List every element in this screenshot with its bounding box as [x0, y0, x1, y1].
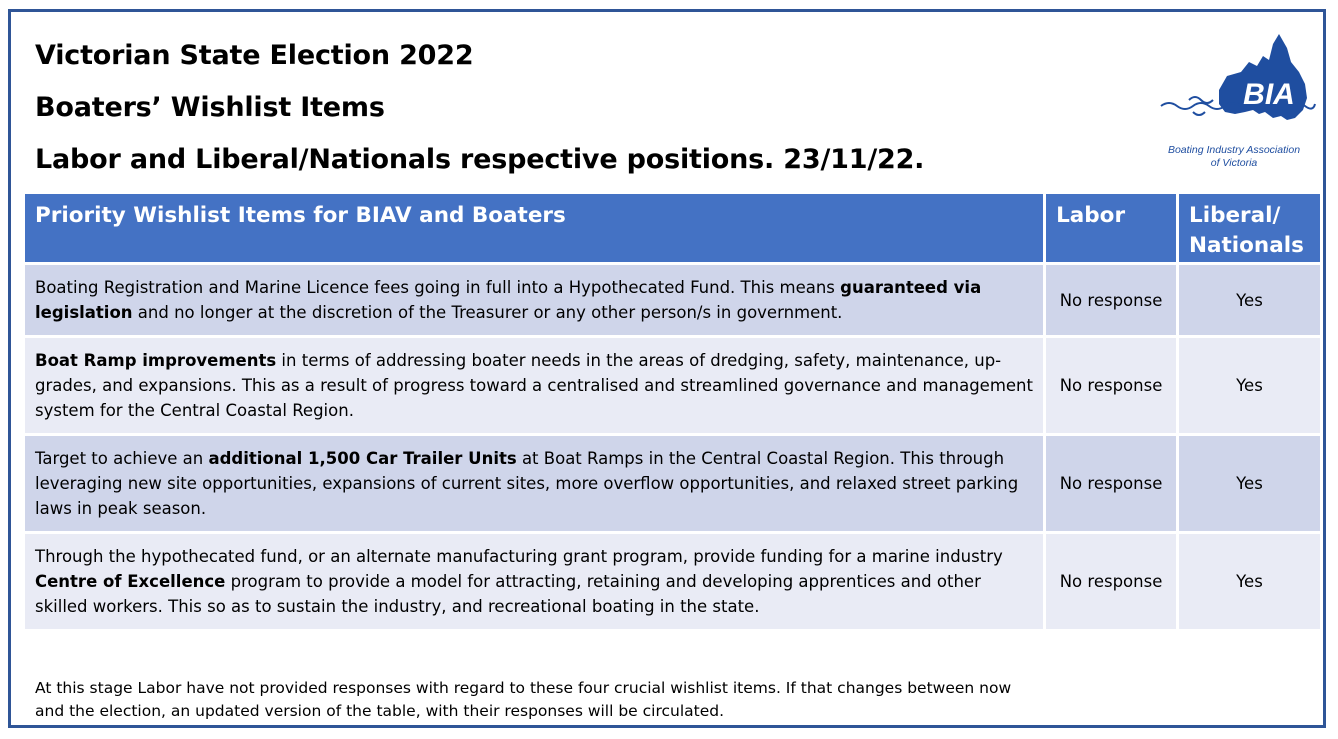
table-row	[25, 265, 1320, 335]
item-text: Boating Registration and Marine Licence fees going in full into a Hypothecated Fund. This means	[35, 278, 841, 297]
labor-response-cell: No response	[1046, 338, 1176, 433]
title-line-3: Labor and Liberal/Nationals respective positions. 23/11/22.	[35, 144, 925, 175]
liberal-response-cell: Yes	[1179, 338, 1320, 433]
item-text: program to provide a model for attracting, retaining and developing apprentices and other skilled workers. This so as to sustain the industry, and recreational boating in the state.	[35, 572, 981, 616]
wishlist-item-cell	[25, 338, 1043, 433]
table-row	[25, 338, 1320, 433]
column-header-liberal-line-2: Nationals	[1189, 233, 1304, 258]
wishlist-table	[22, 191, 1323, 632]
item-text: Through the hypothecated fund, or an alternate manufacturing grant program, provide funding for a marine industry	[35, 547, 1003, 566]
item-text: at Boat Ramps in the Central Coastal Region. This through leveraging new site opportunities, expansions of current sites, more overflow opportunities, and relaxed street parking laws in peak season.	[35, 449, 1019, 518]
wishlist-item-cell	[25, 534, 1043, 629]
table-body	[25, 265, 1320, 629]
title-line-1: Victorian State Election 2022	[35, 40, 474, 71]
item-text-emphasis: guaranteed via legislation	[35, 278, 982, 322]
labor-response-cell: No response	[1046, 534, 1176, 629]
item-text: and no longer at the discretion of the Treasurer or any other person/s in government.	[132, 303, 843, 322]
table-header-row	[25, 194, 1320, 262]
logo-caption	[1149, 144, 1319, 170]
column-header-labor: Labor	[1046, 194, 1176, 262]
item-text-emphasis: additional 1,500 Car Trailer Units	[208, 449, 517, 468]
liberal-response-cell: Yes	[1179, 534, 1320, 629]
logo-mark-text: BIA	[1243, 78, 1295, 111]
logo-caption-line-2: of Victoria	[1210, 157, 1258, 169]
labor-response-cell: No response	[1046, 265, 1176, 335]
table-row	[25, 534, 1320, 629]
labor-response-cell: No response	[1046, 436, 1176, 531]
australia-map-icon	[1149, 32, 1319, 142]
footnote: At this stage Labor have not provided responses with regard to these four crucial wishlist items. If that changes between now and the election, an updated version of the table, with their responses will be circulated.	[35, 679, 1012, 720]
table-row	[25, 436, 1320, 531]
column-header-item: Priority Wishlist Items for BIAV and Boaters	[25, 194, 1043, 262]
column-header-liberal	[1179, 194, 1320, 262]
item-text-emphasis: Centre of Excellence	[35, 572, 226, 591]
biav-logo	[1149, 32, 1319, 172]
liberal-response-cell: Yes	[1179, 265, 1320, 335]
title-line-2: Boaters’ Wishlist Items	[35, 92, 385, 123]
item-text-emphasis: Boat Ramp improvements	[35, 351, 277, 370]
wishlist-item-cell	[25, 265, 1043, 335]
item-text: Target to achieve an	[35, 449, 209, 468]
column-header-liberal-line-1: Liberal/	[1189, 203, 1281, 228]
document-frame	[8, 9, 1326, 728]
logo-caption-line-1: Boating Industry Association	[1167, 144, 1301, 156]
wishlist-item-cell	[25, 436, 1043, 531]
item-text: in terms of addressing boater needs in the areas of dredging, safety, maintenance, up-grades, and expansions. This as a result of progress toward a centralised and streamlined governance and management system for the Central Coastal Region.	[35, 351, 1033, 420]
liberal-response-cell: Yes	[1179, 436, 1320, 531]
